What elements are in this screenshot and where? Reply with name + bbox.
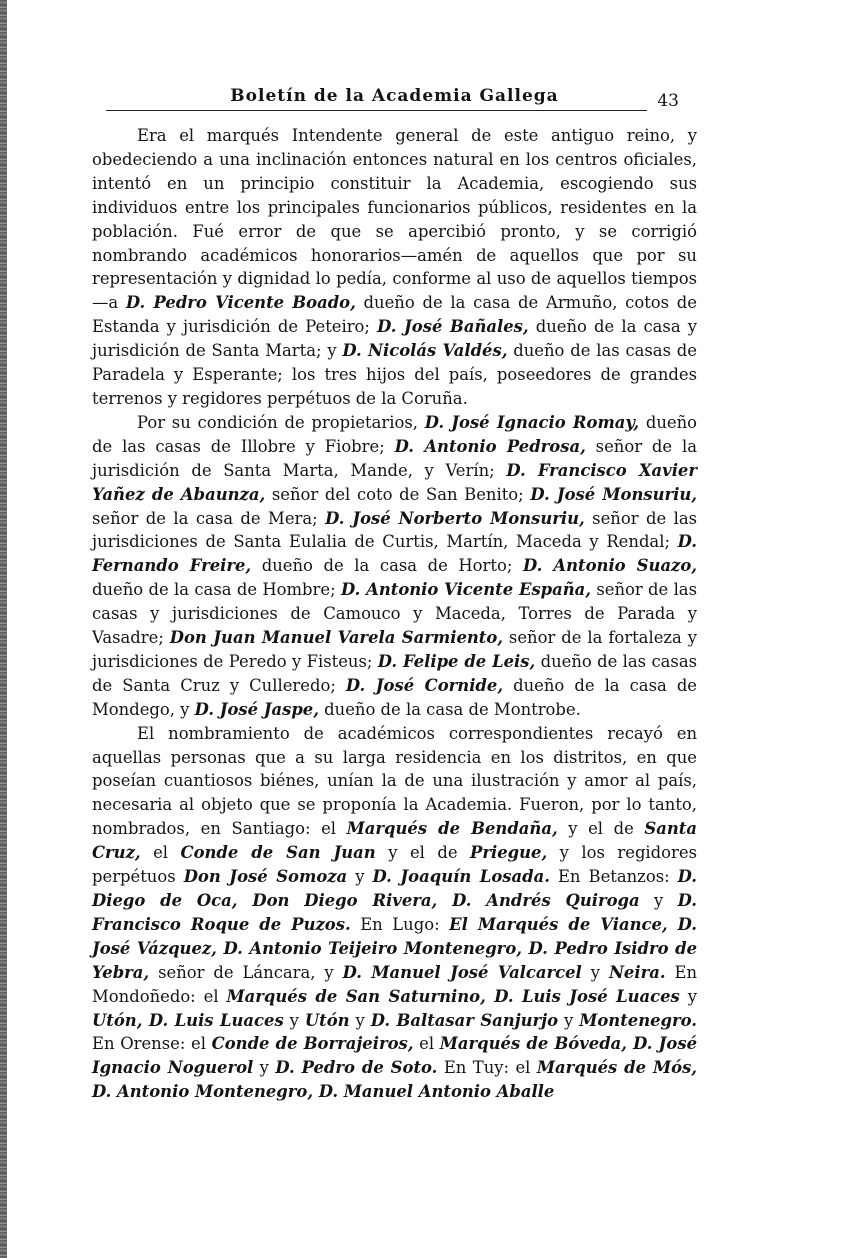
text-segment: y los regidores perpétuos — [92, 843, 697, 887]
italic-name-segment: Conde de San Juan — [180, 843, 376, 863]
text-segment: señor de las casas y jurisdiciones de Camouco y Maceda, Torres de Parada y Vasadre; — [92, 580, 697, 648]
italic-name-segment: Marqués de Bendaña, — [346, 819, 558, 839]
text-segment: y el de — [375, 843, 471, 863]
text-segment: y — [347, 867, 373, 887]
text-segment: dueño de las casas de Illobre y Fiobre; — [92, 412, 697, 456]
text-segment: el — [140, 843, 181, 863]
italic-name-segment: Don José Somoza — [183, 867, 348, 887]
italic-name-segment: Utón, D. Luis Luaces — [92, 1010, 284, 1030]
text-segment: dueño de las casas de Santa Cruz y Culleredo; — [92, 651, 698, 695]
text-segment: señor de la fortaleza y jurisdiciones de Peredo y Fisteus; — [92, 628, 697, 671]
text-segment: y — [253, 1058, 276, 1078]
text-segment: y — [349, 1010, 371, 1030]
text-segment: En Betanzos: — [549, 867, 678, 887]
italic-name-segment: D. José Bañales, — [377, 317, 529, 337]
book-page — [92, 78, 697, 1104]
text-segment: señor de las jurisdiciones de Santa Eulalia de Curtis, Martín, Maceda y Rendal; — [92, 508, 698, 552]
italic-name-segment: Don Juan Manuel Varela Sarmiento, — [169, 628, 503, 648]
italic-name-segment: D. Diego de Oca, Don Diego Rivera, D. Andrés Quiroga — [92, 867, 698, 910]
italic-name-segment: Santa Cruz, — [92, 819, 697, 863]
italic-name-segment: D. Antonio Suazo, — [522, 556, 698, 576]
text-segment: dueño de la casa de Horto; — [251, 556, 523, 576]
text-segment: En Lugo: — [350, 914, 450, 934]
italic-name-segment: D. Fernando Freire, — [92, 532, 697, 576]
text-segment: dueño de la casa de Hombre; — [92, 580, 341, 600]
text-segment: dueño de la casa de Montrobe. — [318, 699, 581, 719]
italic-name-segment: Marqués de Bóveda, D. José Ignacio Noguerol — [92, 1034, 698, 1078]
text-segment: El nombramiento de académicos correspondientes recayó en aquellas personas que a su larga residencia en los distritos, en que poseían cuantiosos biénes, unían la de una ilustración y amor al país, necesaria al objeto que se proponía la Academia. Fueron, por lo tanto, nombrados, en Santiago: el — [92, 723, 697, 839]
italic-name-segment: D. José Ignacio Romay, — [424, 412, 640, 432]
page-header — [92, 78, 697, 110]
italic-name-segment: D. José Norberto Monsuriu, — [325, 508, 585, 528]
italic-name-segment: Marqués de San Saturnino, D. Luis José Luaces — [226, 986, 680, 1006]
text-segment: Era el marqués Intendente general de este antiguo reino, y obedeciendo a una inclinación entonces natural en los centros oficiales, intentó en un principio constituir la Academia, escogiendo sus individuos entre los principales funcionarios públicos, residentes en la población. Fué error de que se apercibió pronto, y se corrigió nombrando académicos honorarios—amén de aquellos que por su representación y dignidad lo pedía, conforme al uso de aquellos tiempos—a — [92, 126, 697, 313]
text-segment: dueño de la casa de Mondego, y — [92, 675, 698, 719]
text-segment: dueño de las casas de Paradela y Esperante; los tres hijos del país, poseedores de grandes terrenos y regidores perpétuos de la Coruña. — [92, 341, 697, 408]
italic-name-segment: Neira. — [608, 962, 666, 982]
text-segment: En Tuy: el — [437, 1058, 537, 1078]
italic-name-segment: D. Antonio Pedrosa, — [394, 436, 586, 456]
paragraph-2 — [92, 411, 697, 722]
italic-name-segment: El Marqués de Viance, D. José Vázquez, D. Antonio Teijeiro Montenegro, D. Pedro Isidro de Yebra, — [92, 914, 697, 982]
italic-name-segment: D. Pedro Vicente Boado, — [125, 293, 356, 313]
text-segment: y — [581, 962, 609, 982]
italic-name-segment: D. Francisco Xavier Yañez de Abaunza, — [92, 460, 697, 504]
italic-name-segment: D. Pedro de Soto. — [275, 1058, 438, 1078]
italic-name-segment: D. Joaquín Losada. — [372, 867, 550, 887]
italic-name-segment: Conde de Borrajeiros, — [211, 1034, 414, 1054]
page-number: 43 — [657, 91, 679, 111]
body-text — [92, 124, 697, 1104]
paragraph-3 — [92, 722, 697, 1105]
italic-name-segment: D. Felipe de Leis, — [377, 651, 536, 671]
italic-name-segment: D. José Jaspe, — [194, 699, 319, 719]
italic-name-segment: D. Manuel José Valcarcel — [342, 962, 582, 982]
text-segment: dueño de la casa y jurisdición de Santa Marta; y — [92, 317, 697, 361]
text-segment: señor de Láncara, y — [149, 962, 343, 982]
italic-name-segment: Utón — [304, 1010, 350, 1030]
text-segment: señor de la casa de Mera; — [92, 508, 326, 528]
text-segment: y — [639, 891, 678, 910]
text-segment: dueño de la casa de Armuño, cotos de Estanda y jurisdición de Peteiro; — [92, 293, 698, 337]
italic-name-segment: Montenegro. — [579, 1010, 697, 1030]
header-rule — [106, 110, 647, 111]
italic-name-segment: Marqués de Mós, D. Antonio Montenegro, D. Manuel Antonio Aballe — [92, 1058, 697, 1102]
italic-name-segment: Priegue, — [470, 843, 548, 863]
text-segment: señor de la jurisdición de Santa Marta, Mande, y Verín; — [92, 436, 697, 480]
italic-name-segment: D. Antonio Vicente España, — [340, 580, 592, 600]
text-segment: Por su condición de propietarios, — [137, 412, 425, 432]
text-segment: y — [283, 1010, 305, 1030]
text-segment: y — [558, 1010, 580, 1030]
text-segment: En Mondoñedo: el — [92, 962, 698, 1006]
italic-name-segment: D. José Cornide, — [345, 675, 504, 695]
running-title: Boletín de la Academia Gallega — [230, 86, 559, 106]
text-segment: el — [413, 1034, 440, 1054]
italic-name-segment: D. Baltasar Sanjurjo — [370, 1010, 559, 1030]
text-segment: y — [679, 986, 697, 1006]
text-segment: y el de — [557, 819, 645, 839]
italic-name-segment: D. Francisco Roque de Puzos. — [92, 891, 698, 934]
text-segment: señor del coto de San Benito; — [265, 484, 531, 504]
text-segment: En Orense: el — [92, 1034, 212, 1054]
italic-name-segment: D. José Monsuriu, — [530, 484, 697, 504]
binding-edge — [0, 0, 7, 1258]
paragraph-1 — [92, 124, 697, 411]
italic-name-segment: D. Nicolás Valdés, — [342, 341, 508, 361]
